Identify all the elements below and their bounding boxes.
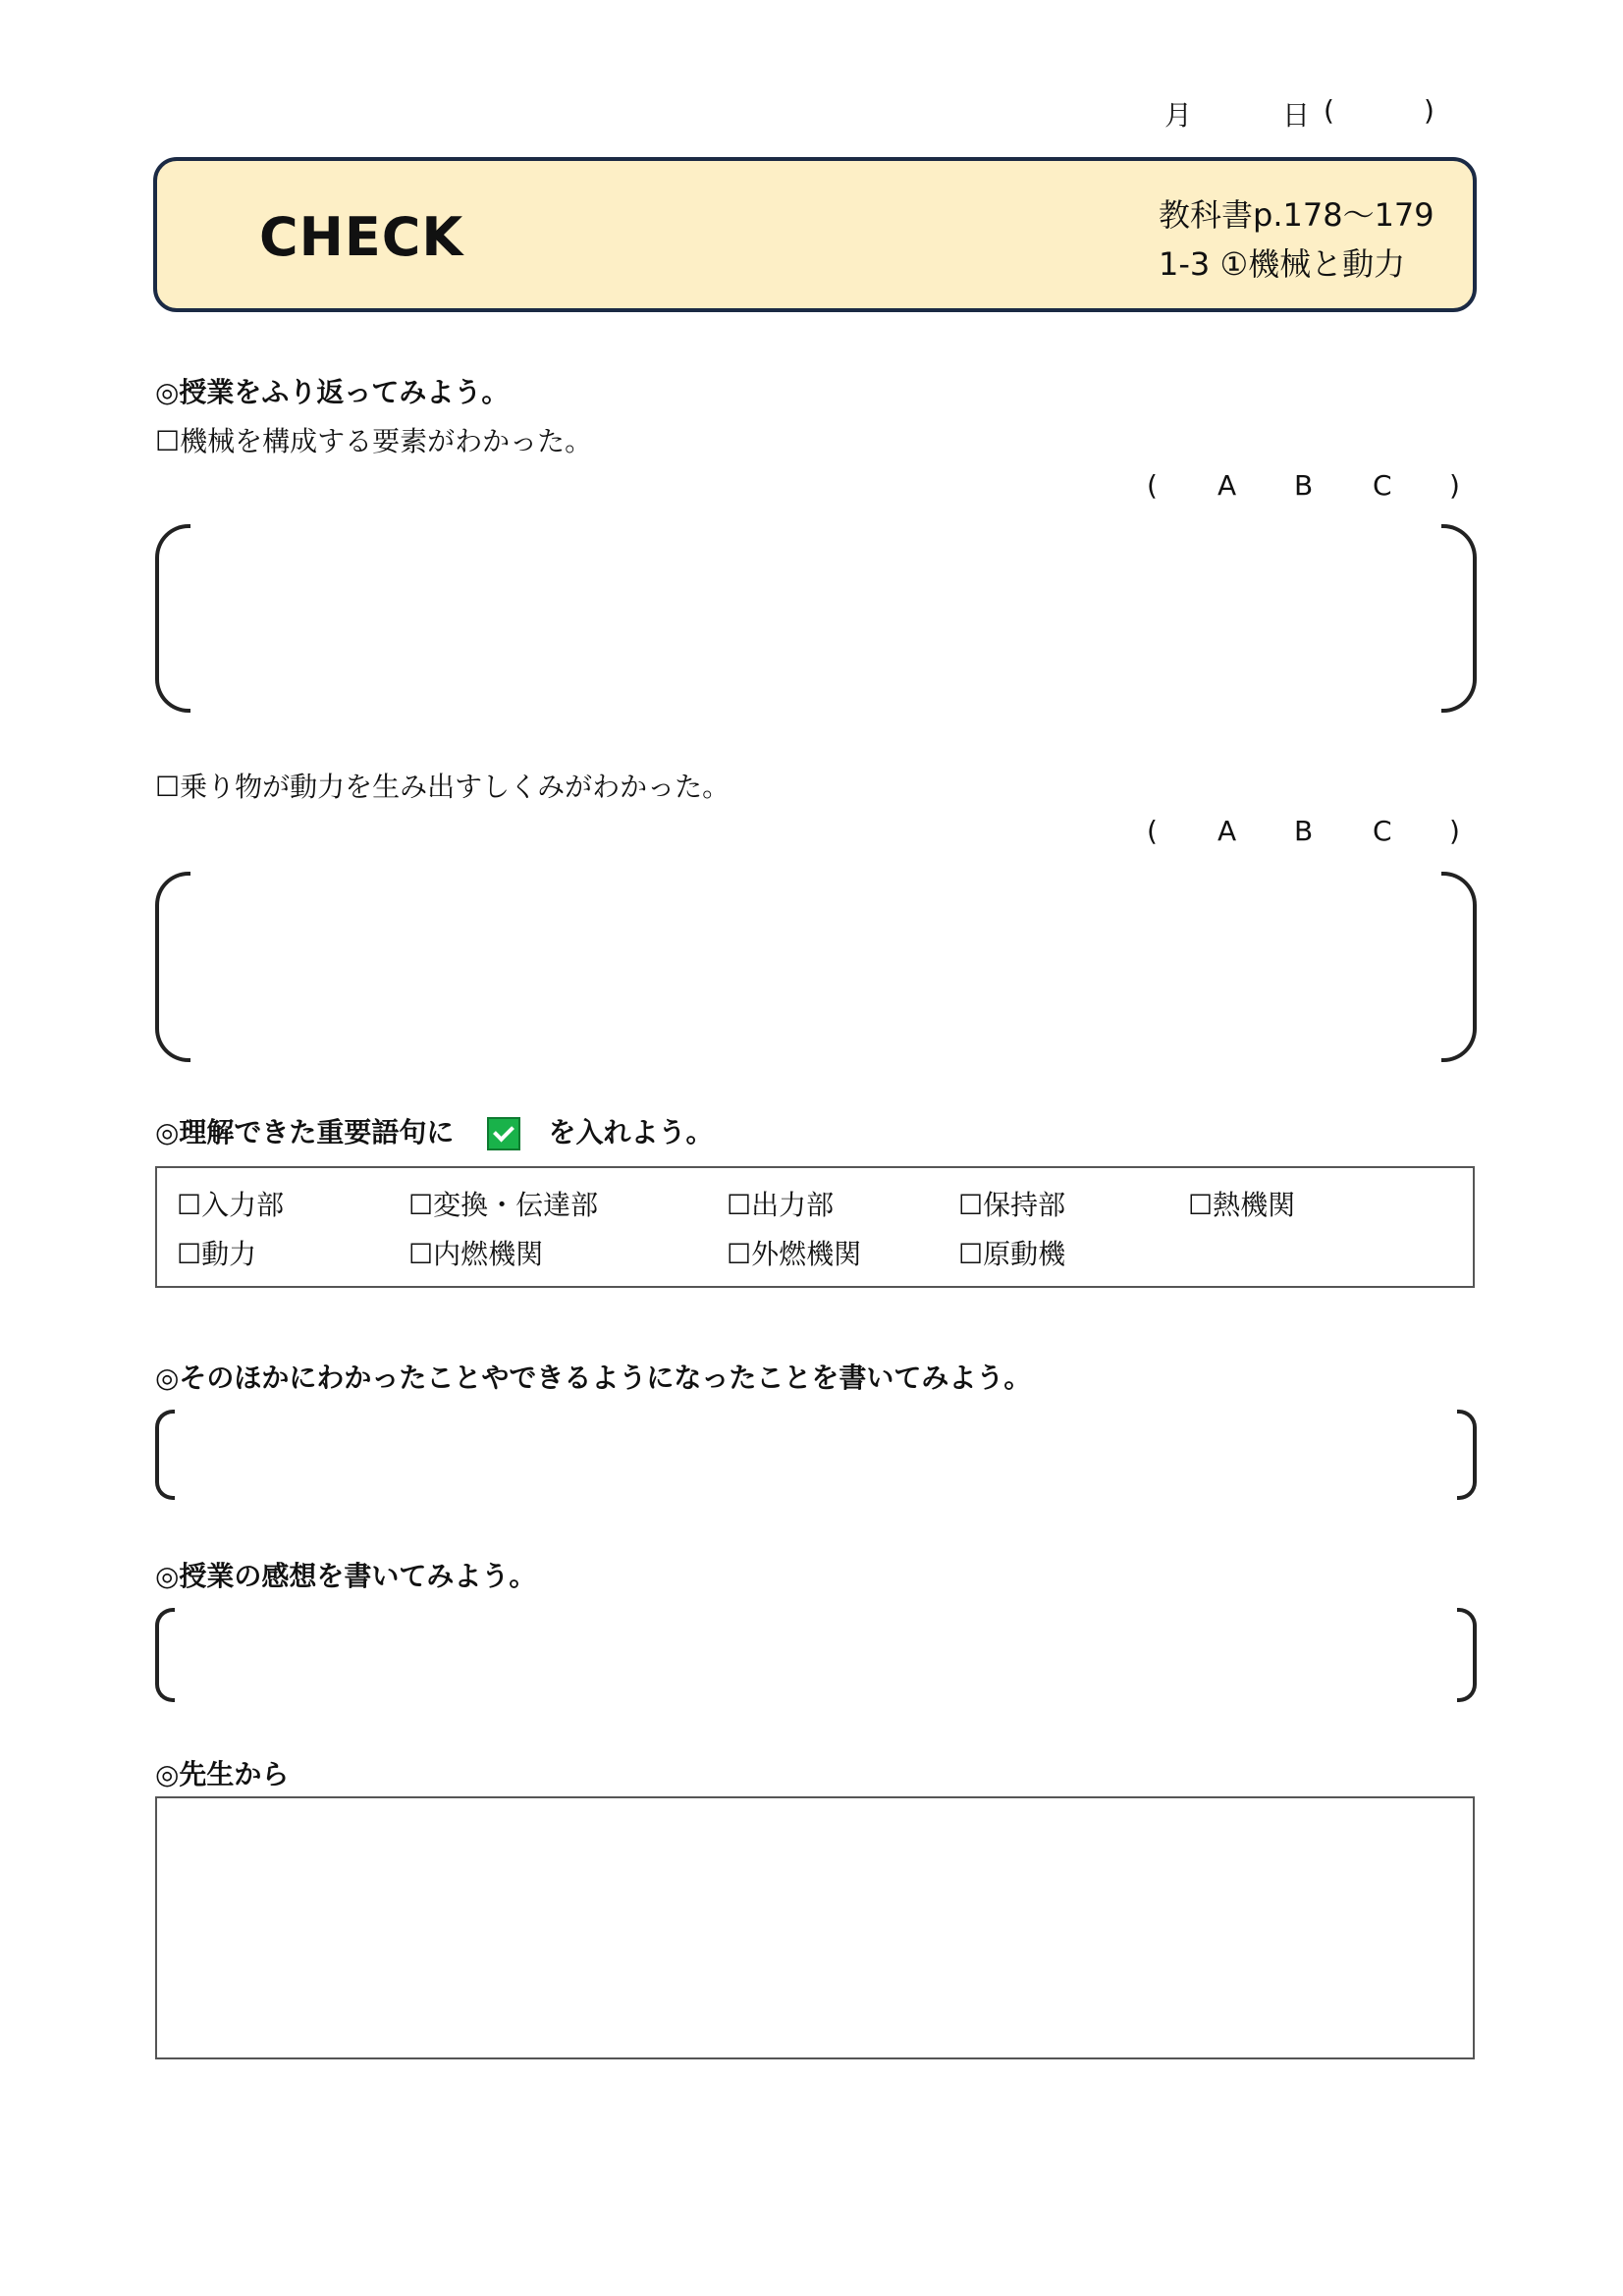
rating-c[interactable]: C [1373, 469, 1392, 502]
term-checkbox[interactable]: ☐保持部 [958, 1189, 1066, 1221]
term-checkbox[interactable]: ☐熱機関 [1188, 1189, 1296, 1221]
impression-answer-area[interactable] [155, 1608, 1477, 1702]
impression-heading: ◎授業の感想を書いてみよう。 [155, 1560, 537, 1592]
rating-b[interactable]: B [1294, 815, 1314, 847]
reflection-item-2[interactable]: ☐乗り物が動力を生み出すしくみがわかった。 [155, 771, 730, 803]
bracket-right [1457, 1608, 1477, 1702]
terms-box [155, 1166, 1475, 1288]
textbook-reference [1159, 190, 1434, 289]
term-checkbox[interactable]: ☐原動機 [958, 1238, 1066, 1270]
rating-paren-open: ( [1147, 469, 1158, 502]
terms-heading-after: を入れよう。 [548, 1116, 714, 1148]
check-icon [487, 1117, 520, 1150]
bracket-left [155, 1608, 175, 1702]
term-checkbox[interactable]: ☐出力部 [727, 1189, 835, 1221]
teacher-heading: ◎先生から [155, 1758, 290, 1790]
term-checkbox[interactable]: ☐外燃機関 [727, 1238, 862, 1270]
rating-c[interactable]: C [1373, 815, 1392, 847]
reflection-item-1[interactable]: ☐機械を構成する要素がわかった。 [155, 425, 593, 457]
other-learnings-heading: ◎そのほかにわかったことやできるようになったことを書いてみよう。 [155, 1362, 1032, 1394]
terms-heading [155, 1111, 713, 1150]
other-learnings-answer-area[interactable] [155, 1410, 1477, 1500]
rating-b[interactable]: B [1294, 469, 1314, 502]
terms-heading-before: ◎理解できた重要語句に [155, 1116, 455, 1148]
reflection-heading: ◎授業をふり返ってみよう。 [155, 376, 510, 408]
bracket-left [155, 524, 190, 713]
term-checkbox[interactable]: ☐動力 [177, 1238, 257, 1270]
rating-paren-open: ( [1147, 815, 1158, 847]
term-checkbox[interactable]: ☐内燃機関 [408, 1238, 544, 1270]
bracket-left [155, 872, 190, 1062]
rating-paren-close: ) [1449, 469, 1460, 502]
rating-a[interactable]: A [1217, 815, 1237, 847]
bracket-right [1441, 524, 1477, 713]
day-label: 日 [1282, 99, 1311, 132]
weekday-paren-open: ( [1324, 94, 1334, 127]
rating-paren-close: ) [1449, 815, 1460, 847]
bracket-right [1457, 1410, 1477, 1500]
teacher-comment-box[interactable] [155, 1796, 1475, 2059]
reflection-answer-area-2[interactable] [155, 872, 1477, 1062]
month-label: 月 [1164, 99, 1193, 132]
weekday-paren-close: ) [1424, 94, 1434, 127]
bracket-right [1441, 872, 1477, 1062]
page-title: CHECK [259, 206, 464, 268]
term-checkbox[interactable]: ☐変換・伝達部 [408, 1189, 599, 1221]
term-checkbox[interactable]: ☐入力部 [177, 1189, 285, 1221]
rating-a[interactable]: A [1217, 469, 1237, 502]
header-banner [153, 157, 1477, 312]
bracket-left [155, 1410, 175, 1500]
unit-title: 1-3 ①機械と動力 [1159, 245, 1406, 283]
textbook-pages: 教科書p.178〜179 [1159, 196, 1434, 234]
reflection-answer-area-1[interactable] [155, 524, 1477, 713]
